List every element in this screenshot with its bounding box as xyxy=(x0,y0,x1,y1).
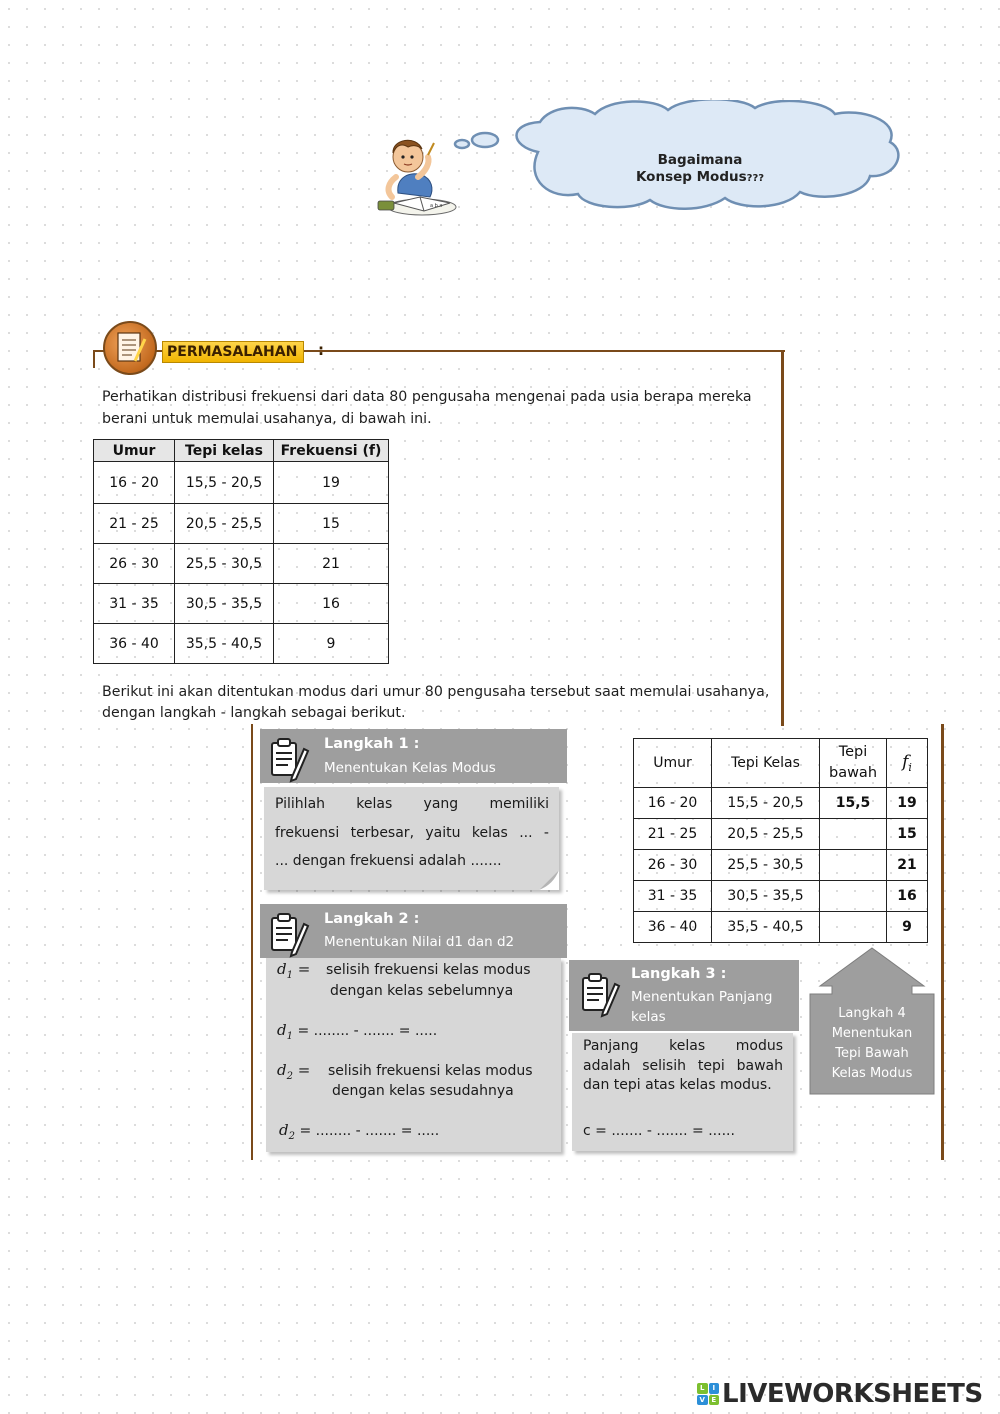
table-row xyxy=(94,544,389,584)
cell-frekuensi: 15 xyxy=(274,504,389,544)
problem-label-colon: : xyxy=(318,341,324,359)
cell-umur: 36 - 40 xyxy=(94,624,175,664)
table-row xyxy=(94,504,389,544)
cell-fi: 19 xyxy=(887,788,928,819)
d2-formula: $d_2$ = ........ - ....... = ..... xyxy=(279,1121,440,1142)
step3-header xyxy=(569,960,799,1031)
cell-tepi-kelas: 25,5 - 30,5 xyxy=(712,850,820,881)
cell-frekuensi: 9 xyxy=(274,624,389,664)
d1-description: selisih frekuensi kelas modus dengan kelas sebelumnya xyxy=(326,962,531,999)
notepad-icon xyxy=(103,321,157,375)
table-row xyxy=(94,624,389,664)
cell-frekuensi: 16 xyxy=(274,584,389,624)
liveworksheets-logo-icon: L I V E xyxy=(697,1383,719,1405)
cell-fi: 9 xyxy=(887,912,928,943)
col-header-tepi-kelas: Tepi kelas xyxy=(175,440,274,462)
cell-umur: 21 - 25 xyxy=(94,504,175,544)
steps-frame-right xyxy=(941,724,944,1160)
cell-tepi-kelas: 35,5 - 40,5 xyxy=(712,912,820,943)
d2-description: selisih frekuensi kelas modus dengan kelas sesudahnya xyxy=(328,1063,533,1099)
cell-frekuensi: 19 xyxy=(274,462,389,504)
step3-box xyxy=(572,1033,793,1151)
page-curl-icon xyxy=(539,870,561,892)
cell-fi: 16 xyxy=(887,881,928,912)
cloud-marks: ??? xyxy=(746,173,765,184)
step1-subtitle: Menentukan Kelas Modus xyxy=(324,760,496,776)
clipboard-pen-icon xyxy=(266,910,310,958)
cell-tepi-bawah-input[interactable] xyxy=(820,881,887,912)
problem-outro-line1: Berikut ini akan ditentukan modus dari umur 80 pengusaha tersebut saat memulai usahanya, xyxy=(102,684,770,700)
cell-umur: 31 - 35 xyxy=(94,584,175,624)
svg-text:a b x: a b x xyxy=(430,203,443,209)
step3-line1: Panjang kelas modus xyxy=(583,1038,783,1054)
cell-umur: 31 - 35 xyxy=(634,881,712,912)
cell-tepi-kelas: 20,5 - 25,5 xyxy=(712,819,820,850)
step2-subtitle: Menentukan Nilai d1 dan d2 xyxy=(324,934,515,950)
cell-tepi-kelas: 30,5 - 35,5 xyxy=(712,881,820,912)
frequency-table xyxy=(93,439,389,664)
problem-intro-line2: berani untuk memulai usahanya, di bawah ini. xyxy=(102,411,432,427)
step3-line2: adalah selisih tepi bawah xyxy=(583,1057,783,1074)
col-header-umur: Umur xyxy=(634,739,712,788)
cell-umur: 16 - 20 xyxy=(634,788,712,819)
problem-frame-left xyxy=(93,350,95,368)
step1-line3: ... dengan frekuensi adalah ....... xyxy=(275,853,502,869)
cloud-line2: Konsep Modus xyxy=(635,169,747,185)
cloud-question xyxy=(620,152,780,187)
cell-tepi-kelas: 15,5 - 20,5 xyxy=(175,462,274,504)
problem-intro-line1: Perhatikan distribusi frekuensi dari data 80 pengusaha mengenai pada usia berapa mereka xyxy=(102,389,752,405)
cell-tepi-bawah[interactable]: 15,5 xyxy=(820,788,887,819)
step3-line3: dan tepi atas kelas modus. xyxy=(583,1077,772,1093)
brand-name: LIVEWORKSHEETS xyxy=(722,1379,983,1409)
step1-box xyxy=(264,787,559,890)
steps-frame-left xyxy=(251,724,253,1160)
col-header-frekuensi: Frekuensi (f) xyxy=(274,440,389,462)
cell-tepi-bawah-input[interactable] xyxy=(820,850,887,881)
col-header-tepi-bawah: Tepi bawah xyxy=(820,739,887,788)
cell-umur: 16 - 20 xyxy=(94,462,175,504)
table-row xyxy=(634,912,928,943)
table-row xyxy=(634,788,928,819)
col-header-umur: Umur xyxy=(94,440,175,462)
cell-umur: 21 - 25 xyxy=(634,819,712,850)
col-header-tepi-kelas: Tepi Kelas xyxy=(712,739,820,788)
step2-header xyxy=(260,904,567,958)
step1-line1: Pilihlah kelas yang memiliki xyxy=(275,796,549,812)
step2-title: Langkah 2 : xyxy=(324,911,420,927)
tepi-bawah-table xyxy=(633,738,928,943)
table-row xyxy=(94,462,389,504)
clipboard-pen-icon xyxy=(266,735,310,783)
cell-umur: 36 - 40 xyxy=(634,912,712,943)
liveworksheets-brand xyxy=(697,1378,983,1410)
clipboard-pen-icon xyxy=(577,970,621,1018)
step3-formula: c = ....... - ....... = ...... xyxy=(583,1123,735,1139)
problem-intro xyxy=(102,386,752,430)
cell-tepi-kelas: 15,5 - 20,5 xyxy=(712,788,820,819)
d1-formula: $d_1$ = ........ - ....... = ..... xyxy=(277,1021,438,1042)
step1-header xyxy=(260,729,567,783)
step2-box xyxy=(266,958,561,1152)
problem-frame-right xyxy=(781,350,784,726)
cloud-line1: Bagaimana xyxy=(657,152,743,168)
d1-symbol: $d_1$ = xyxy=(277,960,311,981)
step1-line2: frekuensi terbesar, yaitu kelas ... - xyxy=(275,824,549,841)
cell-tepi-kelas: 20,5 - 25,5 xyxy=(175,504,274,544)
cell-fi: 15 xyxy=(887,819,928,850)
thinking-kid-illustration xyxy=(372,133,462,223)
cell-umur: 26 - 30 xyxy=(94,544,175,584)
table-row xyxy=(634,850,928,881)
cell-frekuensi: 21 xyxy=(274,544,389,584)
d2-symbol: $d_2$ = xyxy=(277,1061,311,1082)
table-row xyxy=(94,584,389,624)
cell-tepi-kelas: 25,5 - 30,5 xyxy=(175,544,274,584)
problem-outro xyxy=(102,682,769,724)
cell-tepi-kelas: 30,5 - 35,5 xyxy=(175,584,274,624)
table-row xyxy=(634,819,928,850)
problem-outro-line2: dengan langkah - langkah sebagai berikut. xyxy=(102,705,406,721)
step3-subtitle: Menentukan Panjang kelas xyxy=(631,989,773,1025)
cell-tepi-bawah-input[interactable] xyxy=(820,912,887,943)
step1-title: Langkah 1 : xyxy=(324,736,420,752)
table-row xyxy=(634,881,928,912)
step4-label: Langkah 4 Menentukan Tepi Bawah Kelas Modus xyxy=(831,1006,913,1081)
cell-fi: 21 xyxy=(887,850,928,881)
problem-label: PERMASALAHAN xyxy=(162,341,304,363)
cell-umur: 26 - 30 xyxy=(634,850,712,881)
col-header-fi: $f_i$ xyxy=(887,739,928,788)
step3-title: Langkah 3 : xyxy=(631,966,727,982)
cell-tepi-bawah-input[interactable] xyxy=(820,819,887,850)
cell-tepi-kelas: 35,5 - 40,5 xyxy=(175,624,274,664)
